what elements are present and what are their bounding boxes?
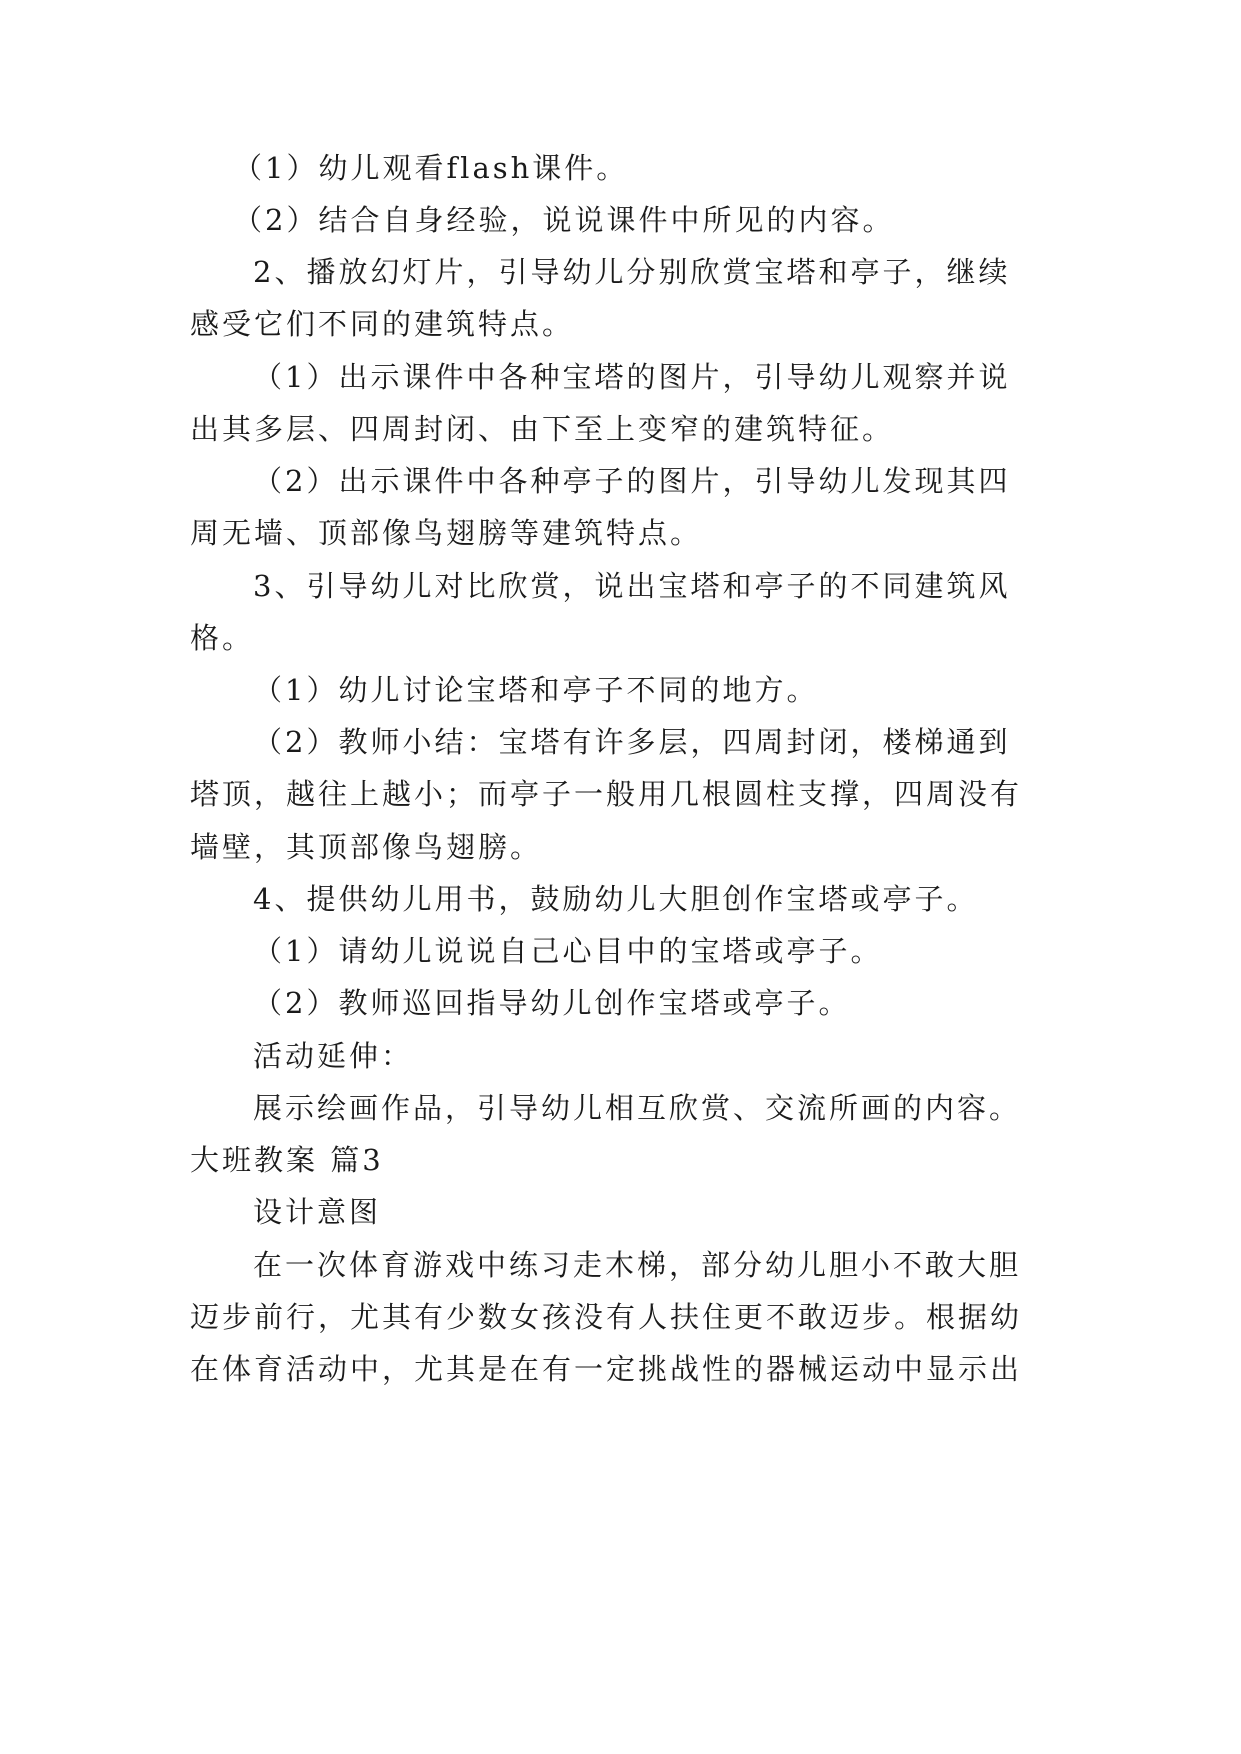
text-line: 4、提供幼儿用书，鼓励幼儿大胆创作宝塔或亭子。 [253,882,979,916]
text-line: 感受它们不同的建筑特点。 [190,307,575,341]
text-line: （1）请幼儿说说自己心目中的宝塔或亭子。 [253,934,883,968]
text-line: 出其多层、四周封闭、由下至上变窄的建筑特征。 [190,412,895,446]
text-line: 格。 [190,621,255,655]
text-line: （1）出示课件中各种宝塔的图片，引导幼儿观察并说 [253,360,1011,394]
text-line: 活动延伸： [253,1039,414,1073]
text-line: （2）结合自身经验，说说课件中所见的内容。 [233,203,895,237]
text-line: （1）幼儿讨论宝塔和亭子不同的地方。 [253,673,819,707]
subsection-heading: 设计意图 [253,1195,382,1229]
text-line: 周无墙、顶部像鸟翅膀等建筑特点。 [190,516,703,550]
text-line: （2）教师小结：宝塔有许多层，四周封闭，楼梯通到 [253,725,1011,759]
text-line: 墙壁，其顶部像鸟翅膀。 [190,830,543,864]
text-line: 展示绘画作品，引导幼儿相互欣赏、交流所画的内容。 [253,1091,1022,1125]
text-line: 塔顶，越往上越小；而亭子一般用几根圆柱支撑，四周没有 [190,777,1023,811]
text-line: （1）幼儿观看flash课件。 [233,151,629,185]
text-line: （2）出示课件中各种亭子的图片，引导幼儿发现其四 [253,464,1011,498]
text-line: 在体育活动中，尤其是在有一定挑战性的器械运动中显示出 [190,1352,1023,1386]
text-line: （2）教师巡回指导幼儿创作宝塔或亭子。 [253,986,851,1020]
text-line: 迈步前行，尤其有少数女孩没有人扶住更不敢迈步。根据幼 [190,1300,1023,1334]
text-line: 3、引导幼儿对比欣赏，说出宝塔和亭子的不同建筑风 [253,569,1011,603]
text-line: 在一次体育游戏中练习走木梯，部分幼儿胆小不敢大胆 [253,1248,1022,1282]
text-line: 2、播放幻灯片，引导幼儿分别欣赏宝塔和亭子，继续 [253,255,1011,289]
section-heading: 大班教案 篇3 [190,1143,384,1177]
